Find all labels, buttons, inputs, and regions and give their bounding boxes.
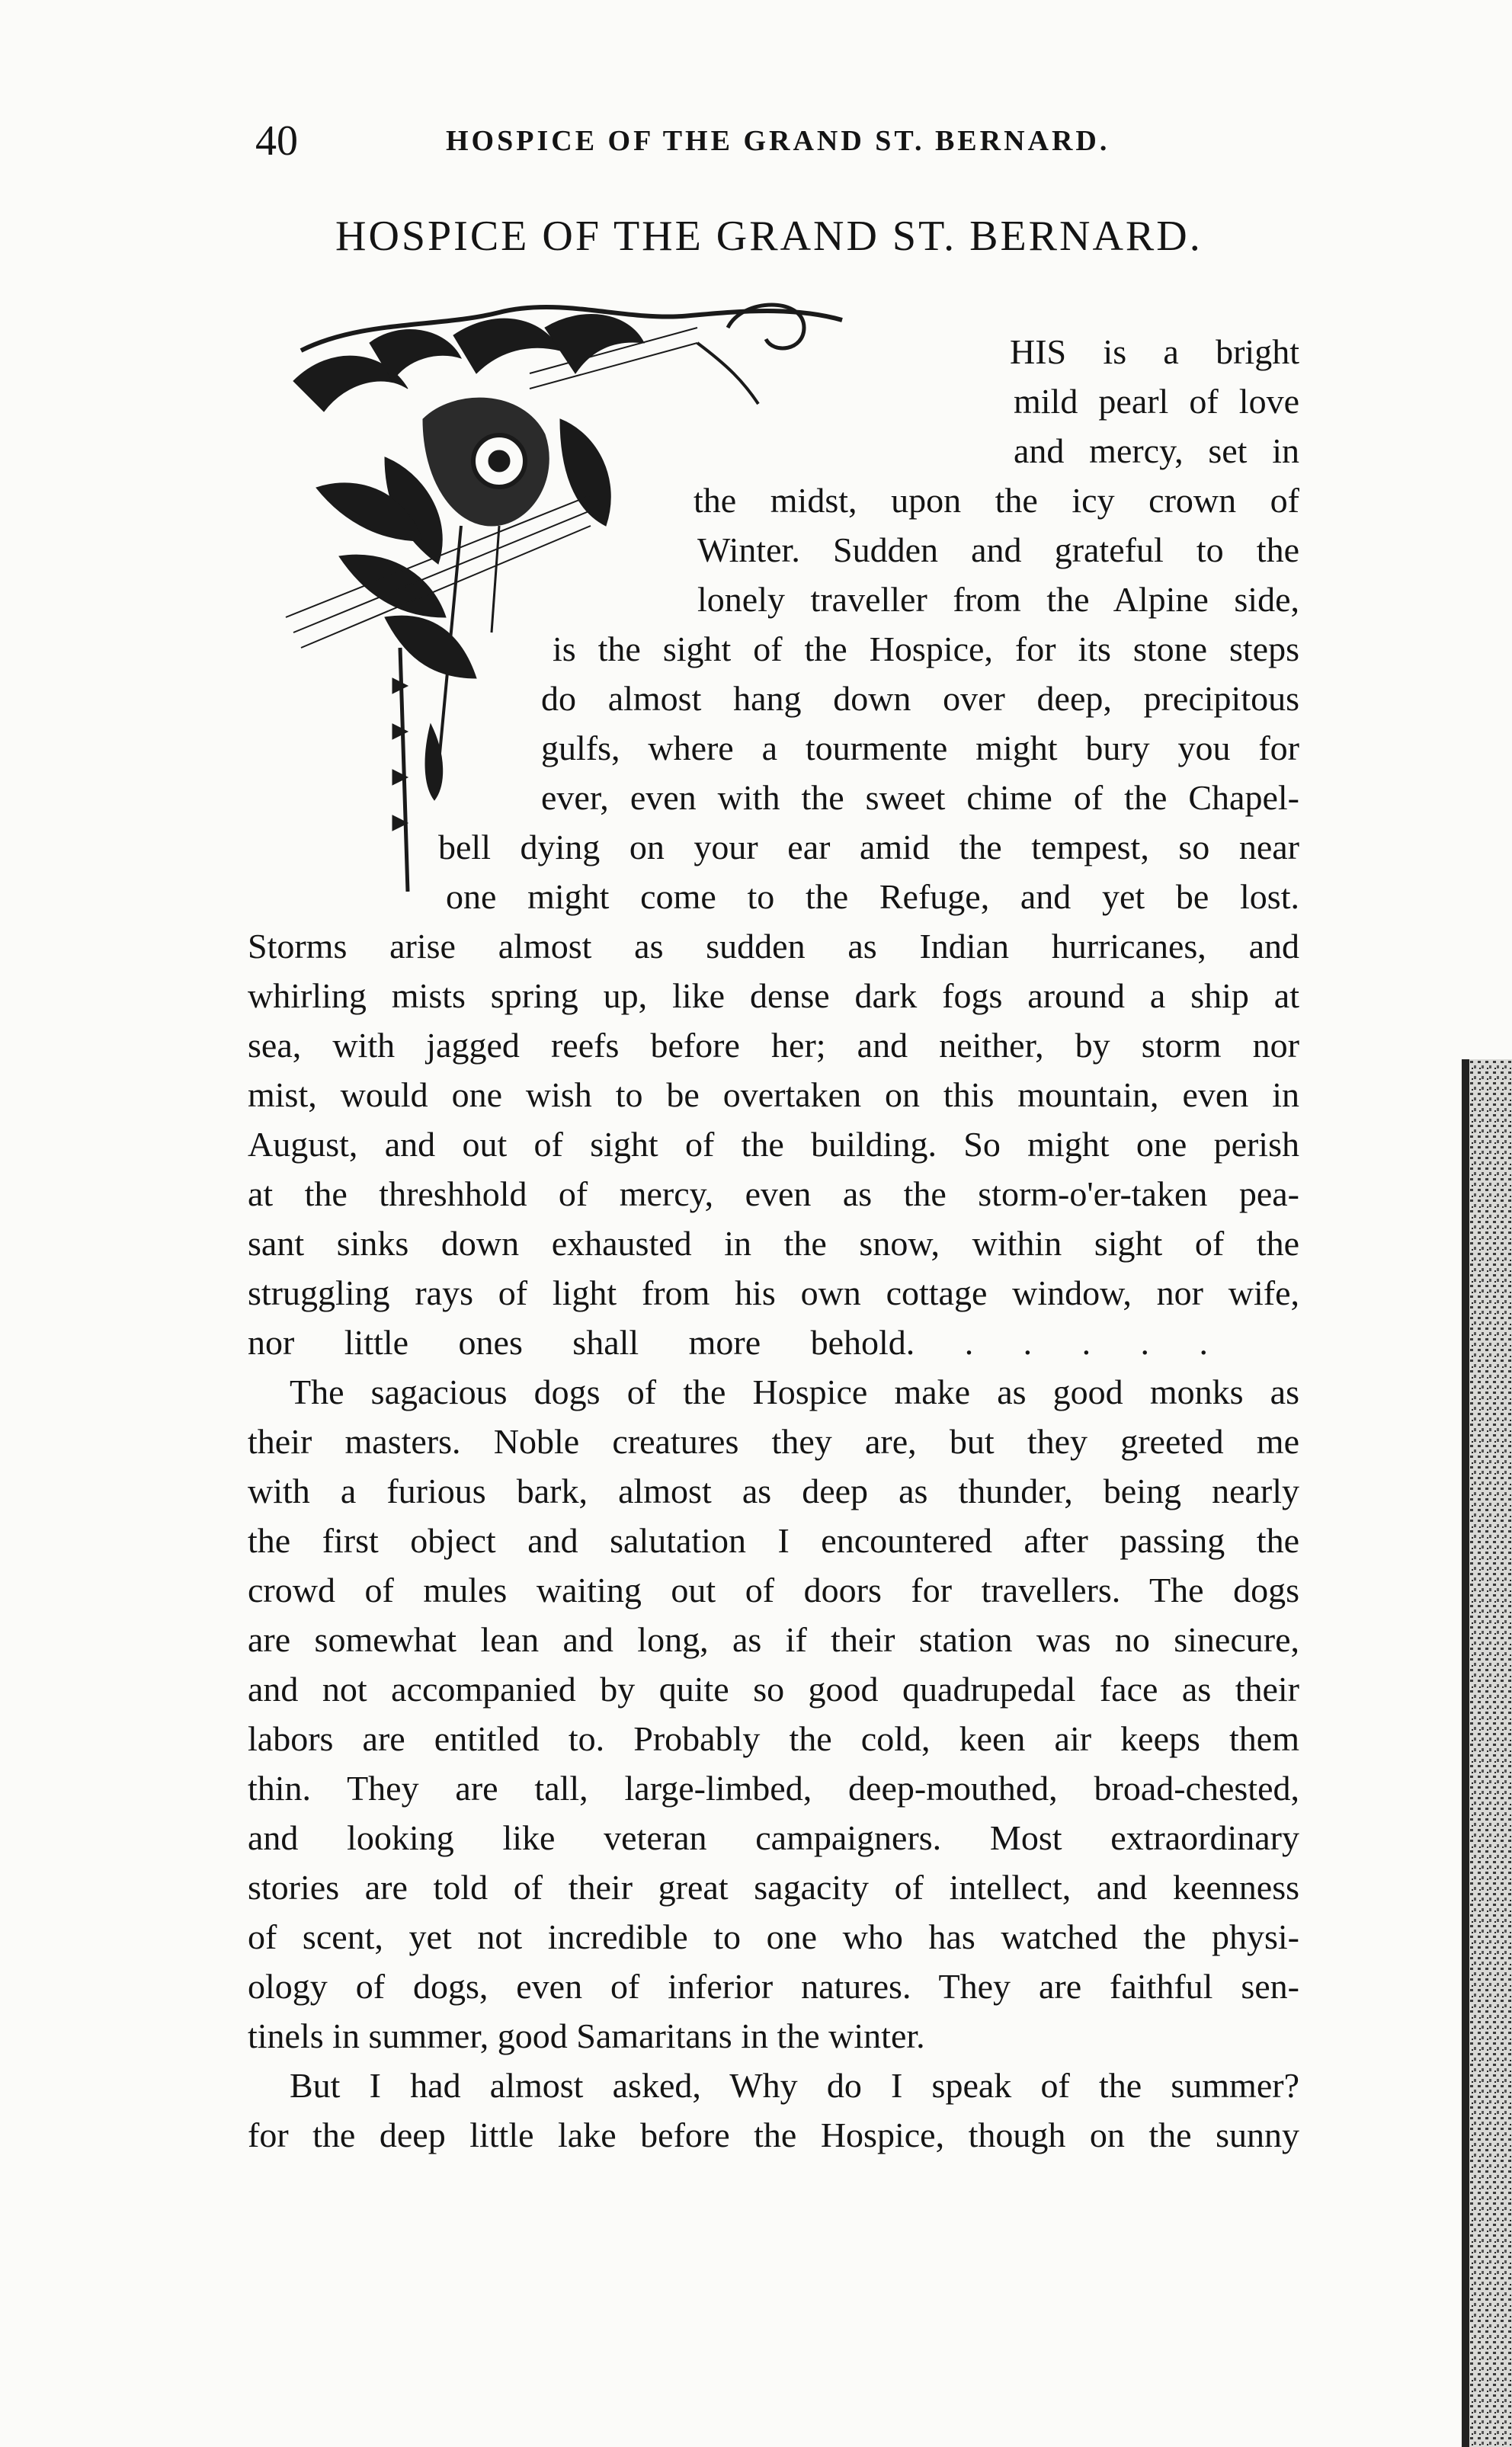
text-line: HIS is a bright xyxy=(1010,332,1299,371)
text-line: mild pearl of love xyxy=(1014,382,1299,421)
text-line: one might come to the Refuge, and yet be lost. xyxy=(446,877,1299,916)
text-line: tinels in summer, good Samaritans in the winter. xyxy=(248,2016,925,2055)
text-line: are somewhat lean and long, as if their station was no sinecure, xyxy=(248,1620,1299,1659)
text-line: But I had almost asked, Why do I speak of the summer? xyxy=(290,2066,1299,2105)
text-line: for the deep little lake before the Hospice, though on the sunny xyxy=(248,2116,1299,2154)
text-line: mist, would one wish to be overtaken on this mountain, even in xyxy=(248,1075,1299,1114)
page-number: 40 xyxy=(255,117,298,165)
text-line: gulfs, where a tourmente might bury you for xyxy=(541,729,1299,767)
text-line: sea, with jagged reefs before her; and neither, by storm nor xyxy=(248,1026,1299,1065)
text-line: thin. They are tall, large-limbed, deep-mouthed, broad-chested, xyxy=(248,1769,1299,1808)
text-line: with a furious bark, almost as deep as thunder, being nearly xyxy=(248,1472,1299,1510)
text-line: the first object and salutation I encountered after passing the xyxy=(248,1521,1299,1560)
text-line: the midst, upon the icy crown of xyxy=(694,481,1299,520)
article-title: HOSPICE OF THE GRAND ST. BERNARD. xyxy=(335,213,1203,260)
scan-edge-shadow xyxy=(1462,1059,1512,2447)
text-line: lonely traveller from the Alpine side, xyxy=(697,580,1299,619)
text-line: of scent, yet not incredible to one who has watched the physi- xyxy=(248,1917,1299,1956)
text-line: do almost hang down over deep, precipitous xyxy=(541,679,1299,718)
text-line: labors are entitled to. Probably the cold, keen air keeps them xyxy=(248,1719,1299,1758)
text-line: is the sight of the Hospice, for its stone steps xyxy=(553,629,1299,668)
text-line: stories are told of their great sagacity of intellect, and keenness xyxy=(248,1868,1299,1907)
text-line: their masters. Noble creatures they are, but they greeted me xyxy=(248,1422,1299,1461)
text-line: and not accompanied by quite so good quadrupedal face as their xyxy=(248,1670,1299,1709)
text-line: bell dying on your ear amid the tempest, so near xyxy=(438,828,1299,866)
text-line: struggling rays of light from his own cottage window, nor wife, xyxy=(248,1273,1299,1312)
text-line: Storms arise almost as sudden as Indian hurricanes, and xyxy=(248,927,1299,966)
text-line: at the threshhold of mercy, even as the storm-o'er-taken pea- xyxy=(248,1174,1299,1213)
text-line: and looking like veteran campaigners. Most extraordinary xyxy=(248,1818,1299,1857)
text-line: August, and out of sight of the building. So might one perish xyxy=(248,1125,1299,1164)
text-line: crowd of mules waiting out of doors for travellers. The dogs xyxy=(248,1571,1299,1609)
running-head xyxy=(255,114,1512,168)
text-line: sant sinks down exhausted in the snow, within sight of the xyxy=(248,1224,1299,1263)
running-title: HOSPICE OF THE GRAND ST. BERNARD. xyxy=(446,125,1110,157)
text-line: whirling mists spring up, like dense dark fogs around a ship at xyxy=(248,976,1299,1015)
text-line: The sagacious dogs of the Hospice make as good monks as xyxy=(290,1372,1299,1411)
text-line: ever, even with the sweet chime of the Chapel- xyxy=(541,778,1299,817)
text-line: Winter. Sudden and grateful to the xyxy=(697,530,1299,569)
text-line: nor little ones shall more behold. . . . . . xyxy=(248,1323,1208,1362)
text-line: and mercy, set in xyxy=(1014,431,1299,470)
text-line: ology of dogs, even of inferior natures. They are faithful sen- xyxy=(248,1967,1299,2006)
